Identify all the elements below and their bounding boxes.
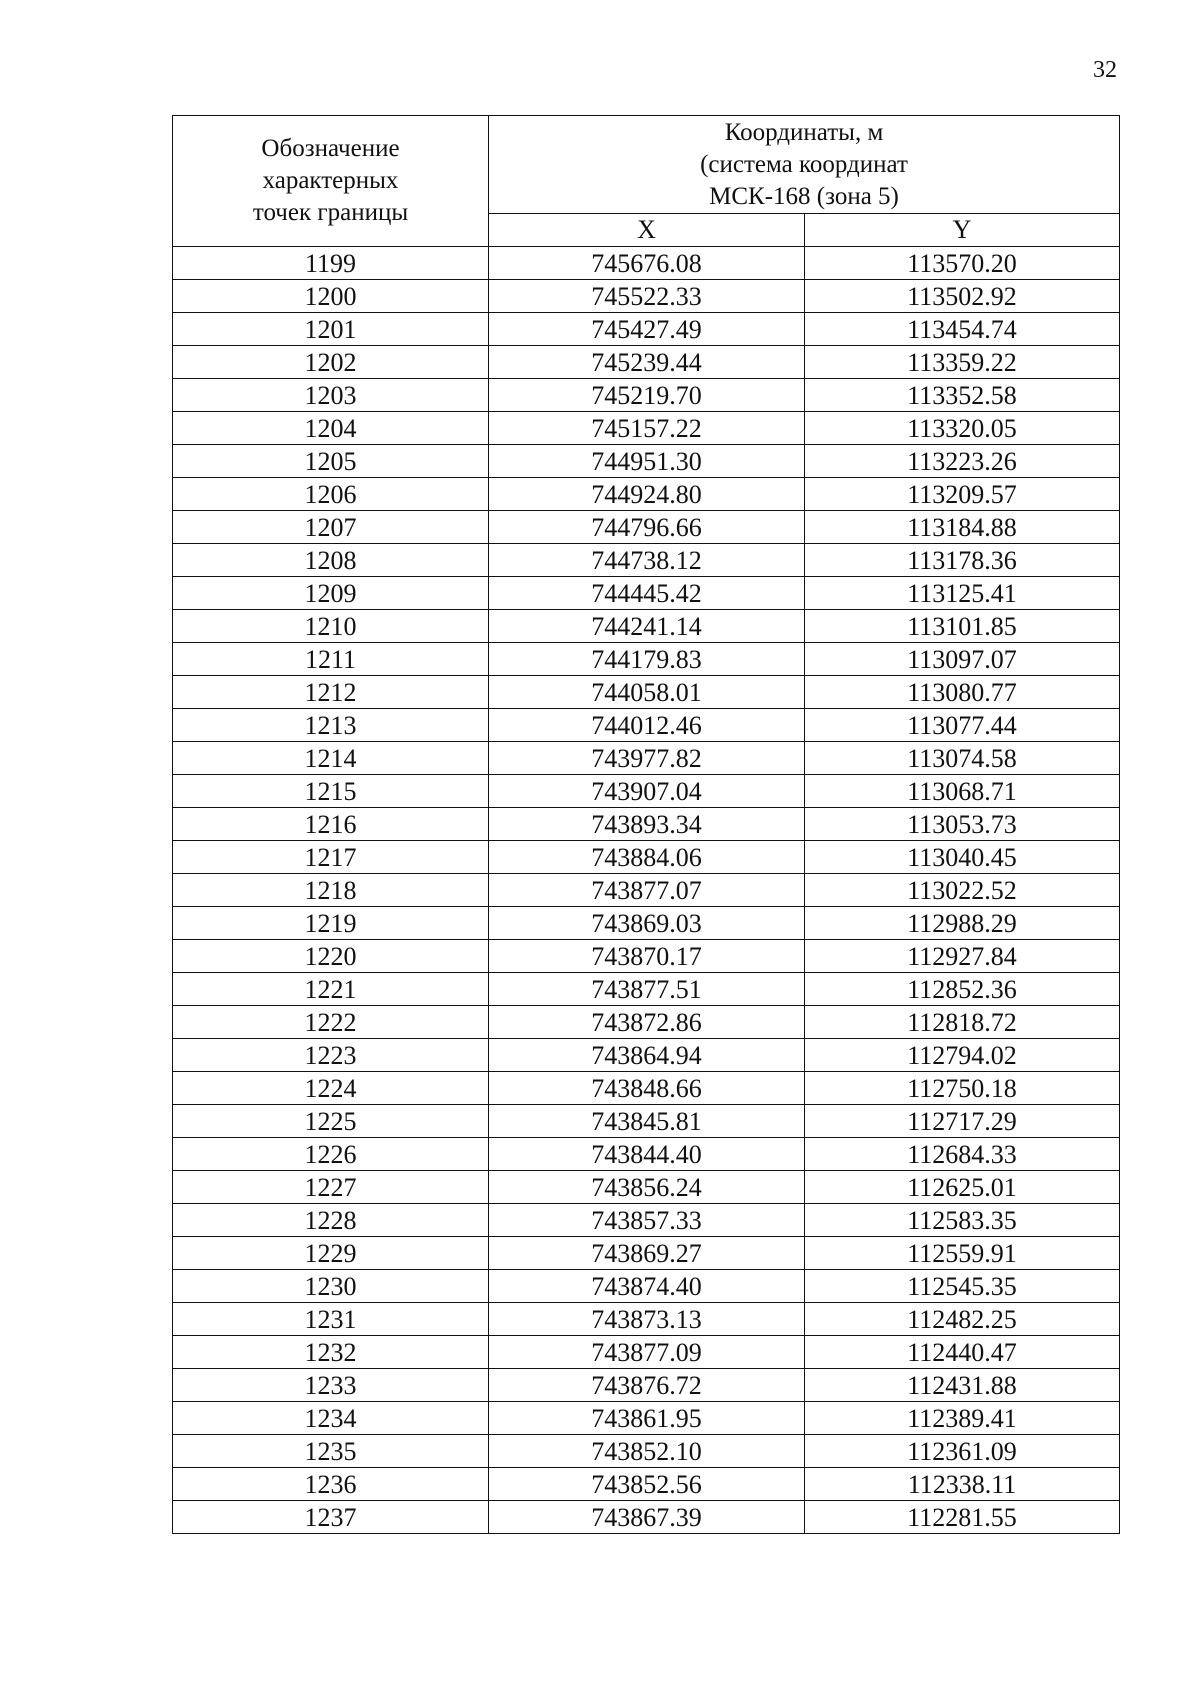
y-coordinate-cell: 112440.47 xyxy=(805,1336,1120,1369)
table-row xyxy=(173,940,1120,973)
table-row xyxy=(173,775,1120,808)
point-id-cell: 1204 xyxy=(173,412,489,445)
point-id-cell: 1206 xyxy=(173,478,489,511)
y-coordinate-cell: 113097.07 xyxy=(805,643,1120,676)
x-coordinate-cell: 743852.56 xyxy=(489,1468,805,1501)
x-coordinate-cell: 745676.08 xyxy=(489,247,805,280)
y-coordinate-cell: 112684.33 xyxy=(805,1138,1120,1171)
table-row xyxy=(173,379,1120,412)
header-coordinates-line: МСК-168 (зона 5) xyxy=(709,182,899,210)
x-coordinate-cell: 743872.86 xyxy=(489,1006,805,1039)
y-coordinate-cell: 112852.36 xyxy=(805,973,1120,1006)
table-row xyxy=(173,1171,1120,1204)
y-coordinate-cell: 113053.73 xyxy=(805,808,1120,841)
x-coordinate-cell: 745239.44 xyxy=(489,346,805,379)
y-coordinate-cell: 112750.18 xyxy=(805,1072,1120,1105)
point-id-cell: 1208 xyxy=(173,544,489,577)
table-row xyxy=(173,1336,1120,1369)
table-row xyxy=(173,1138,1120,1171)
header-coordinates-line: (система координат xyxy=(700,150,908,178)
point-id-cell: 1230 xyxy=(173,1270,489,1303)
x-coordinate-cell: 745219.70 xyxy=(489,379,805,412)
x-coordinate-cell: 743977.82 xyxy=(489,742,805,775)
table-row xyxy=(173,808,1120,841)
page-number: 32 xyxy=(1093,57,1117,83)
header-coordinates xyxy=(489,116,1120,214)
y-coordinate-cell: 113320.05 xyxy=(805,412,1120,445)
x-coordinate-cell: 744241.14 xyxy=(489,610,805,643)
x-coordinate-cell: 743907.04 xyxy=(489,775,805,808)
y-coordinate-cell: 113077.44 xyxy=(805,709,1120,742)
point-id-cell: 1216 xyxy=(173,808,489,841)
x-coordinate-cell: 743848.66 xyxy=(489,1072,805,1105)
x-coordinate-cell: 744738.12 xyxy=(489,544,805,577)
table-row xyxy=(173,280,1120,313)
x-coordinate-cell: 745427.49 xyxy=(489,313,805,346)
table-header xyxy=(173,116,1120,247)
x-coordinate-cell: 743876.72 xyxy=(489,1369,805,1402)
table-row xyxy=(173,1237,1120,1270)
point-id-cell: 1221 xyxy=(173,973,489,1006)
y-coordinate-cell: 113080.77 xyxy=(805,676,1120,709)
table-row xyxy=(173,1072,1120,1105)
x-coordinate-cell: 743857.33 xyxy=(489,1204,805,1237)
point-id-cell: 1203 xyxy=(173,379,489,412)
table-row xyxy=(173,1204,1120,1237)
x-coordinate-cell: 744924.80 xyxy=(489,478,805,511)
x-coordinate-cell: 743884.06 xyxy=(489,841,805,874)
x-coordinate-cell: 743844.40 xyxy=(489,1138,805,1171)
point-id-cell: 1202 xyxy=(173,346,489,379)
y-coordinate-cell: 112389.41 xyxy=(805,1402,1120,1435)
point-id-cell: 1237 xyxy=(173,1501,489,1534)
table-row xyxy=(173,1369,1120,1402)
header-coordinates-line: Координаты, м xyxy=(724,118,884,146)
x-coordinate-cell: 743869.03 xyxy=(489,907,805,940)
x-coordinate-cell: 743852.10 xyxy=(489,1435,805,1468)
point-id-cell: 1212 xyxy=(173,676,489,709)
y-coordinate-cell: 112281.55 xyxy=(805,1501,1120,1534)
x-coordinate-cell: 743893.34 xyxy=(489,808,805,841)
table-row xyxy=(173,544,1120,577)
x-coordinate-cell: 743867.39 xyxy=(489,1501,805,1534)
point-id-cell: 1207 xyxy=(173,511,489,544)
point-id-cell: 1228 xyxy=(173,1204,489,1237)
y-coordinate-cell: 112338.11 xyxy=(805,1468,1120,1501)
point-id-cell: 1213 xyxy=(173,709,489,742)
point-id-cell: 1225 xyxy=(173,1105,489,1138)
x-coordinate-cell: 743873.13 xyxy=(489,1303,805,1336)
table-row xyxy=(173,1501,1120,1534)
table-row xyxy=(173,1006,1120,1039)
point-id-cell: 1222 xyxy=(173,1006,489,1039)
table-row xyxy=(173,742,1120,775)
header-y: Y xyxy=(805,214,1120,247)
table-row xyxy=(173,346,1120,379)
table-row xyxy=(173,841,1120,874)
point-id-cell: 1223 xyxy=(173,1039,489,1072)
header-points xyxy=(173,116,489,247)
point-id-cell: 1199 xyxy=(173,247,489,280)
y-coordinate-cell: 113209.57 xyxy=(805,478,1120,511)
table-row xyxy=(173,445,1120,478)
point-id-cell: 1236 xyxy=(173,1468,489,1501)
y-coordinate-cell: 112818.72 xyxy=(805,1006,1120,1039)
point-id-cell: 1209 xyxy=(173,577,489,610)
y-coordinate-cell: 112431.88 xyxy=(805,1369,1120,1402)
table-body xyxy=(173,247,1120,1534)
x-coordinate-cell: 744012.46 xyxy=(489,709,805,742)
y-coordinate-cell: 112559.91 xyxy=(805,1237,1120,1270)
table-row xyxy=(173,610,1120,643)
x-coordinate-cell: 744445.42 xyxy=(489,577,805,610)
y-coordinate-cell: 112625.01 xyxy=(805,1171,1120,1204)
y-coordinate-cell: 113502.92 xyxy=(805,280,1120,313)
x-coordinate-cell: 744796.66 xyxy=(489,511,805,544)
y-coordinate-cell: 112361.09 xyxy=(805,1435,1120,1468)
table-row xyxy=(173,478,1120,511)
header-points-line: точек границы xyxy=(252,199,409,226)
point-id-cell: 1234 xyxy=(173,1402,489,1435)
x-coordinate-cell: 743877.07 xyxy=(489,874,805,907)
y-coordinate-cell: 113101.85 xyxy=(805,610,1120,643)
table-row xyxy=(173,1468,1120,1501)
point-id-cell: 1232 xyxy=(173,1336,489,1369)
x-coordinate-cell: 743845.81 xyxy=(489,1105,805,1138)
y-coordinate-cell: 113352.58 xyxy=(805,379,1120,412)
y-coordinate-cell: 112988.29 xyxy=(805,907,1120,940)
y-coordinate-cell: 112482.25 xyxy=(805,1303,1120,1336)
table-row xyxy=(173,1303,1120,1336)
x-coordinate-cell: 743874.40 xyxy=(489,1270,805,1303)
table-row xyxy=(173,874,1120,907)
table-row xyxy=(173,511,1120,544)
x-coordinate-cell: 745157.22 xyxy=(489,412,805,445)
point-id-cell: 1201 xyxy=(173,313,489,346)
point-id-cell: 1214 xyxy=(173,742,489,775)
point-id-cell: 1224 xyxy=(173,1072,489,1105)
point-id-cell: 1235 xyxy=(173,1435,489,1468)
y-coordinate-cell: 113040.45 xyxy=(805,841,1120,874)
point-id-cell: 1219 xyxy=(173,907,489,940)
y-coordinate-cell: 113178.36 xyxy=(805,544,1120,577)
table-row xyxy=(173,709,1120,742)
table-row xyxy=(173,643,1120,676)
table-row xyxy=(173,247,1120,280)
table-row xyxy=(173,1105,1120,1138)
x-coordinate-cell: 743869.27 xyxy=(489,1237,805,1270)
x-coordinate-cell: 744179.83 xyxy=(489,643,805,676)
table-row xyxy=(173,577,1120,610)
x-coordinate-cell: 743877.51 xyxy=(489,973,805,1006)
y-coordinate-cell: 112717.29 xyxy=(805,1105,1120,1138)
table-row xyxy=(173,973,1120,1006)
table-row xyxy=(173,907,1120,940)
y-coordinate-cell: 113184.88 xyxy=(805,511,1120,544)
y-coordinate-cell: 113570.20 xyxy=(805,247,1120,280)
point-id-cell: 1229 xyxy=(173,1237,489,1270)
coordinates-table xyxy=(172,115,1120,1534)
point-id-cell: 1200 xyxy=(173,280,489,313)
table-row xyxy=(173,1039,1120,1072)
y-coordinate-cell: 113074.58 xyxy=(805,742,1120,775)
point-id-cell: 1227 xyxy=(173,1171,489,1204)
point-id-cell: 1211 xyxy=(173,643,489,676)
point-id-cell: 1231 xyxy=(173,1303,489,1336)
y-coordinate-cell: 112794.02 xyxy=(805,1039,1120,1072)
x-coordinate-cell: 743856.24 xyxy=(489,1171,805,1204)
y-coordinate-cell: 113068.71 xyxy=(805,775,1120,808)
x-coordinate-cell: 744951.30 xyxy=(489,445,805,478)
y-coordinate-cell: 113125.41 xyxy=(805,577,1120,610)
header-points-line: Обозначение xyxy=(261,135,400,162)
y-coordinate-cell: 112927.84 xyxy=(805,940,1120,973)
x-coordinate-cell: 745522.33 xyxy=(489,280,805,313)
x-coordinate-cell: 743870.17 xyxy=(489,940,805,973)
x-coordinate-cell: 743861.95 xyxy=(489,1402,805,1435)
table-row xyxy=(173,412,1120,445)
header-points-line: характерных xyxy=(262,167,399,194)
table-row xyxy=(173,313,1120,346)
x-coordinate-cell: 743877.09 xyxy=(489,1336,805,1369)
point-id-cell: 1218 xyxy=(173,874,489,907)
point-id-cell: 1217 xyxy=(173,841,489,874)
point-id-cell: 1210 xyxy=(173,610,489,643)
table-row xyxy=(173,1402,1120,1435)
point-id-cell: 1205 xyxy=(173,445,489,478)
y-coordinate-cell: 112545.35 xyxy=(805,1270,1120,1303)
table-row xyxy=(173,1435,1120,1468)
y-coordinate-cell: 113454.74 xyxy=(805,313,1120,346)
point-id-cell: 1220 xyxy=(173,940,489,973)
point-id-cell: 1226 xyxy=(173,1138,489,1171)
table-row xyxy=(173,676,1120,709)
y-coordinate-cell: 113223.26 xyxy=(805,445,1120,478)
y-coordinate-cell: 112583.35 xyxy=(805,1204,1120,1237)
header-x: X xyxy=(489,214,805,247)
table-row xyxy=(173,1270,1120,1303)
x-coordinate-cell: 744058.01 xyxy=(489,676,805,709)
y-coordinate-cell: 113359.22 xyxy=(805,346,1120,379)
y-coordinate-cell: 113022.52 xyxy=(805,874,1120,907)
point-id-cell: 1233 xyxy=(173,1369,489,1402)
x-coordinate-cell: 743864.94 xyxy=(489,1039,805,1072)
point-id-cell: 1215 xyxy=(173,775,489,808)
